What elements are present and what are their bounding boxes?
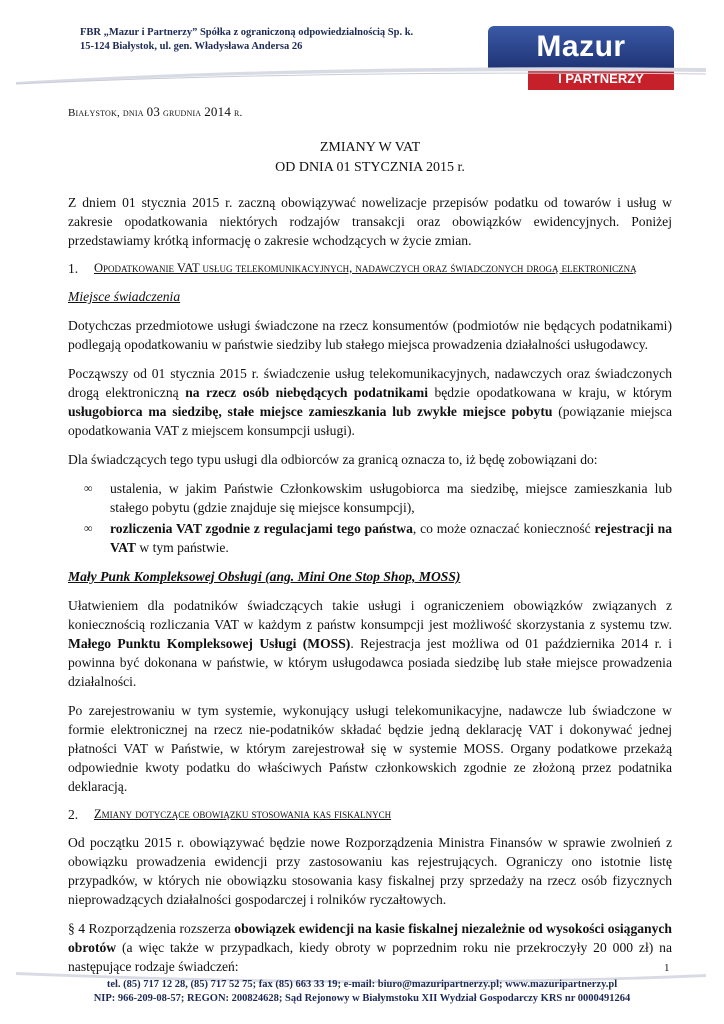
bold-run: obowiązek ewidencji na kasie fiskalnej niezależnie od wysokości osiąganych obrotów: [68, 921, 672, 955]
section-1-paragraph-3: Dla świadczących tego typu usługi dla odbiorców za granicą oznacza to, iż będę zobowiązani do:: [68, 452, 598, 467]
date-day: 03: [146, 104, 161, 119]
section-1-paragraph-5: Po zarejestrowaniu w tym systemie, wykonujący usługi telekomunikacyjne, nadawcze lub świadczone w formie elektronicznej na rzecz nie-podatników składać będzie jedną deklarację VAT i dokonywać jednej płatności VAT w Państwie, w którym zarejestrował się w systemie MOSS. Organy podatkowe przekażą odpowiednie kwoty podatku do właściwych Państw członkowskich zgodnie ze złożoną przez podatnika deklaracją.: [68, 703, 672, 794]
intro-paragraph: Z dniem 01 stycznia 2015 r. zaczną obowiązywać nowelizacje przepisów podatku od towarów i usług w zakresie opodatkowania niektórych rodzajów transakcji oraz obowiązków ewidencyjnych. Poniżej przedstawiamy krótką informację o zakresie wchodzących w życie zmian.: [68, 195, 672, 248]
text-run: Ułatwieniem dla podatników świadczących takie usługi i ograniczeniem obowiązków związanych z koniecznością rozliczania VAT w każdym z państw konsumpcji jest możliwość skorzystania z systemu tzw.: [68, 598, 672, 632]
text-run: . Rejestracja jest możliwa od 01 października 2014 r. i powinna być dokonana w państwie, w którym usługodawca posiada siedzibę lub stałe miejsce prowadzenia działalności.: [68, 636, 672, 689]
text-run: (powiązanie miejsca opodatkowania VAT z miejscem konsumpcji usługi).: [68, 404, 672, 438]
list-item: [68, 519, 672, 557]
section-1-paragraph-4: [68, 596, 672, 691]
infinity-bullet-icon: ∞: [84, 521, 93, 535]
infinity-bullet-icon: ∞: [84, 481, 93, 495]
text-run: Począwszy od 01 stycznia 2015 r. świadczenie usług telekomunikacyjnych, nadawczych oraz świadczonych drogą elektroniczną: [68, 366, 672, 400]
date-prefix: Białystok, dnia: [68, 107, 147, 119]
document-footer: [40, 978, 684, 1006]
section-2-heading: [68, 806, 672, 823]
section-2-title: Zmiany dotyczące obowiązku stosowania kas fiskalnych: [94, 807, 392, 821]
footer-contact: tel. (85) 717 12 28, (85) 717 52 75; fax (85) 663 33 19; e-mail: biuro@mazuripartnerzy.pl; www.mazuripartnerzy.pl: [106, 979, 618, 990]
document-body: [68, 193, 672, 986]
section-2-paragraph-1: Od początku 2015 r. obowiązywać będzie nowe Rozporządzenia Ministra Finansów w sprawie zwolnień z obowiązku prowadzenia ewidencji przy zastosowaniu kas rejestrujących. Ograniczy ono istotnie listę przypadków, w których nie obowiązku stosowania kasy fiskalnej przy sprzedaży na rzecz osób fizycznych nieprowadzących działalności gospodarczej i rolników ryczałtowych.: [68, 835, 672, 907]
section-1-paragraph-1: Dotychczas przedmiotowe usługi świadczone na rzecz konsumentów (podmiotów nie będących podatnikami) podlegają opodatkowaniu w państwie siedziby lub stałego miejsca prowadzenia działalności usługodawcy.: [68, 318, 672, 352]
section-1-number: 1.: [68, 261, 79, 276]
document-date: [68, 104, 242, 120]
bold-run: usługobiorca ma siedzibę, stałe miejsce zamieszkania lub zwykłe miejsce pobytu: [68, 404, 553, 419]
company-address: 15-124 Białystok, ul. gen. Władysława Andersa 26: [80, 41, 303, 52]
subheading-place-of-supply: Miejsce świadczenia: [68, 289, 181, 304]
date-suffix: r.: [231, 107, 243, 119]
document-title: [68, 138, 672, 178]
company-header: [80, 26, 460, 54]
logo-wordmark: Mazur: [488, 26, 674, 68]
subheading-moss: Mały Punk Kompleksowej Obsługi (ang. Mini One Stop Shop, MOSS): [68, 569, 461, 584]
section-1-heading: [68, 260, 672, 277]
footer-registration: NIP: 966-209-08-57; REGON: 200824628; Sąd Rejonowy w Białymstoku XII Wydział Gospodarczy KRS nr 0000491264: [93, 993, 631, 1004]
date-year: 2014: [204, 104, 232, 119]
text-run: będzie opodatkowana w kraju, w którym: [427, 385, 672, 400]
bold-run: na rzecz osób niebędących podatnikami: [185, 385, 428, 400]
title-line-1: ZMIANY W VAT: [319, 140, 421, 155]
section-1-title: Opodatkowanie VAT usług telekomunikacyjnych, nadawczych oraz świadczonych drogą elektroniczną: [94, 261, 637, 275]
bold-run: rozliczenia VAT zgodnie z regulacjami tego państwa: [110, 521, 413, 536]
section-2-number: 2.: [68, 807, 79, 822]
list-item: [68, 479, 672, 517]
header-swoosh-divider: [16, 60, 706, 86]
section-1-paragraph-2: [68, 364, 672, 440]
text-run: (a więc także w przypadkach, kiedy obroty w poprzednim roku nie przekroczyły 20 000 zł) na następujące rodzaje świadczeń:: [68, 940, 672, 974]
bold-run: rejestracji na VAT: [110, 521, 672, 555]
company-name: FBR „Mazur i Partnerzy” Spółka z ograniczoną odpowiedzialnością Sp. k.: [80, 27, 414, 38]
page-number: 1: [664, 962, 670, 974]
obligations-list: [68, 479, 672, 557]
text-run: § 4 Rozporządzenia rozszerza: [68, 921, 235, 936]
text-run: w tym państwie.: [135, 540, 229, 555]
text-run: , co może oznaczać konieczność: [412, 521, 595, 536]
bold-run: Małego Punktu Kompleksowej Usługi (MOSS): [68, 636, 351, 651]
title-line-2: OD DNIA 01 STYCZNIA 2015 r.: [275, 160, 465, 175]
list-item-text: ustalenia, w jakim Państwie Członkowskim usługobiorca ma siedzibę, miejsce zamieszkania lub stałego pobytu (gdzie znajduje się miejsce konsumpcji),: [110, 481, 672, 515]
logo-subtitle: I PARTNERZY: [528, 68, 674, 90]
date-month: grudnia: [160, 107, 205, 119]
